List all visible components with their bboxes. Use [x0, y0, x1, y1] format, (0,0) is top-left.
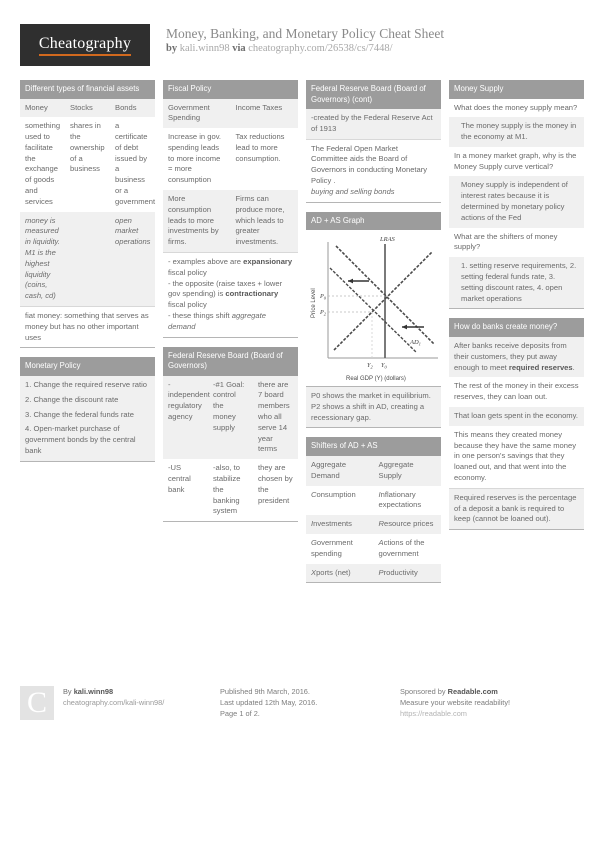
- page-footer: [20, 686, 580, 720]
- cell-money-def: something used to facilitate the exchange of goods and services: [25, 121, 61, 206]
- footer-author[interactable]: kali.winn98: [73, 687, 114, 696]
- table-row: [306, 534, 441, 564]
- note-3-italic: aggregate demand: [168, 311, 266, 331]
- block-title: Money Supply: [449, 80, 584, 99]
- fomc-italic: buying and selling bonds: [311, 186, 395, 196]
- block-title: Different types of financial assets: [20, 80, 155, 99]
- shifter-as-text: roductivity: [383, 567, 418, 577]
- via-label: via: [232, 43, 246, 54]
- block-monetary-policy: [20, 357, 155, 461]
- block-title: AD + AS Graph: [306, 212, 441, 231]
- table-row: [306, 515, 441, 534]
- cell-chosen-president: they are chosen by the president: [258, 463, 293, 505]
- shifter-ad-initial: G: [311, 537, 317, 547]
- p0-label: $P_0$: [320, 293, 326, 301]
- cell-gov-spending: Increase in gov. spending leads to more income = more consumption: [168, 132, 222, 185]
- table-row: [163, 128, 298, 190]
- deposits-post: .: [572, 362, 575, 372]
- table-header-row: [163, 99, 298, 129]
- cell-goal-control: -#1 Goal: control the money supply: [213, 379, 245, 432]
- sponsor-name[interactable]: Readable.com: [447, 687, 498, 696]
- footer-author-url[interactable]: cheatography.com/kali-winn98/: [63, 698, 165, 707]
- column-1: [20, 80, 155, 471]
- sheet-url[interactable]: cheatography.com/26538/cs/7448/: [248, 43, 393, 54]
- block-banks-create-money: [449, 318, 584, 530]
- table-row: [306, 486, 441, 516]
- shifter-as-text: esource prices: [383, 519, 434, 529]
- sponsor-line: [400, 686, 580, 697]
- cell-empty: [65, 212, 110, 306]
- answer: 1. setting reserve requirements, 2. setting federal funds rate, 3. setting discount rates, 4. open market operations: [449, 257, 584, 308]
- note-1-post: fiscal policy: [168, 267, 207, 277]
- block-ad-as-graph: [306, 212, 441, 429]
- question: What are the shifters of money supply?: [449, 228, 584, 258]
- cheatography-footer-logo: C: [20, 686, 54, 720]
- cell-stabilize-banking: -also, to stabilize the banking system: [213, 463, 241, 516]
- list-item: 2. Change the discount rate: [20, 395, 155, 410]
- fiscal-policy-notes: [163, 252, 298, 337]
- column-4: [449, 80, 584, 539]
- block-fed-reserve-board: [163, 347, 298, 523]
- column-2: [163, 80, 298, 531]
- sponsor-label: Sponsored by: [400, 687, 448, 696]
- columns-container: [20, 80, 580, 592]
- col-header-bonds: Bonds: [115, 102, 137, 112]
- by-label: by: [166, 43, 178, 54]
- author-name[interactable]: kali.winn98: [179, 43, 230, 54]
- shifter-ad-initial: C: [311, 489, 317, 499]
- cell-board-members: there are 7 board members who all serve 14 year terms: [258, 379, 290, 454]
- shifter-ad-text: ports (net): [316, 567, 351, 577]
- cell-stocks-def: shares in the ownership of a business: [70, 121, 105, 174]
- col-header-aggregate-demand: Aggregate Demand: [311, 459, 347, 480]
- shifter-ad-initial: I: [311, 519, 314, 529]
- note-2-bold: contractionary: [225, 289, 279, 299]
- block-financial-assets: [20, 80, 155, 348]
- lras-label: LRAS: [380, 236, 395, 244]
- x-axis-label: Real GDP (Y) (dollars): [346, 376, 406, 383]
- block-title: Fiscal Policy: [163, 80, 298, 99]
- row-fomc: [306, 139, 441, 202]
- shifter-as-initial: I: [378, 489, 381, 499]
- list-item: 4. Open-market purchase of government bonds by the central bank: [20, 424, 155, 460]
- note-1-bold: expansionary: [243, 257, 293, 267]
- ad-label: $AD_1$: [410, 339, 421, 347]
- question: In a money market graph, why is the Money Supply curve vertical?: [449, 147, 584, 177]
- cheatography-logo: [20, 24, 150, 66]
- table-row: [163, 459, 298, 521]
- required-reserves-bold: required reserves: [508, 362, 573, 372]
- row-excess-reserves: The rest of the money in their excess reserves, they can loan out.: [449, 377, 584, 407]
- shifter-as-initial: A: [378, 537, 384, 547]
- block-fiscal-policy: [163, 80, 298, 338]
- footer-by-line: [63, 686, 164, 697]
- ad-as-graph: [306, 230, 441, 387]
- updated-date: Last updated 12th May, 2016.: [220, 698, 318, 707]
- cell-omo-note: open market operations: [115, 215, 151, 247]
- cell-bonds-def: a certificate of debt issued by a business or a government: [115, 121, 156, 206]
- footer-author-block: [20, 686, 220, 720]
- block-title: How do banks create money?: [449, 318, 584, 337]
- table-header-row: [306, 456, 441, 486]
- table-row: [306, 564, 441, 583]
- col-header-money: Money: [25, 102, 48, 112]
- fomc-text: The Federal Open Market Committee aids the Board of Governors in conducting Monetary Policy .: [311, 143, 428, 185]
- p2-label: $P_2$: [320, 309, 326, 317]
- block-title: Monetary Policy: [20, 357, 155, 376]
- cell-liquidity-note: money is measured in liquidity. M1 is the highest liquidity (coins, cash, cd): [25, 215, 60, 301]
- table-row: [163, 190, 298, 252]
- question: What does the money supply mean?: [449, 99, 584, 118]
- shifter-ad-initial: X: [311, 567, 317, 577]
- deposits-pre: After banks receive deposits from their customers, they put away enough to meet: [454, 340, 567, 372]
- table-row: [20, 212, 155, 306]
- col-header-gov-spending: Government Spending: [168, 102, 210, 123]
- shifter-ad-text: overnment spending: [311, 537, 353, 558]
- cell-consumption-invest: More consumption leads to more investments by firms.: [168, 194, 219, 247]
- note-2-pre: - the opposite (raise taxes + lower gov spending) is: [168, 278, 283, 299]
- block-title: Federal Reserve Board (Board of Governors) (cont): [306, 80, 441, 109]
- list-item: 3. Change the federal funds rate: [20, 410, 155, 425]
- note-2-post: fiscal policy: [168, 300, 207, 310]
- logo-text: Cheatography: [39, 35, 131, 56]
- note-3-pre: - these things shift: [168, 311, 232, 321]
- ad-as-svg: [306, 232, 441, 384]
- cell-independent-agency: -independent regulatory agency: [168, 379, 210, 422]
- cell-income-taxes: Tax reductions lead to more consumption.: [235, 132, 285, 163]
- row-fiat-money: fiat money: something that serves as money but has no other important uses: [20, 306, 155, 347]
- shifter-as-text: nflationary expectations: [378, 489, 422, 510]
- y-axis-label: Price Level: [311, 288, 317, 319]
- block-fed-board-cont: [306, 80, 441, 203]
- published-date: Published 9th March, 2016.: [220, 687, 310, 696]
- cell-us-central-bank: -US central bank: [168, 463, 191, 494]
- sponsor-tagline: Measure your website readability!: [400, 698, 511, 707]
- footer-sponsor-block: [400, 686, 580, 720]
- row-created-money: This means they created money because they have the same money in one person's savings that they loaned out, and that went into the economy.: [449, 426, 584, 488]
- row-loan-spent: That loan gets spent in the economy.: [449, 407, 584, 426]
- answer: Money supply is independent of interest rates because it is determined by monetary policy actions of the Fed: [449, 176, 584, 227]
- title-block: [166, 24, 444, 54]
- block-title: Shifters of AD + AS: [306, 437, 441, 456]
- column-3: [306, 80, 441, 592]
- y2-label: $Y_2$: [367, 362, 373, 370]
- row-deposits: [449, 337, 584, 377]
- col-header-stocks: Stocks: [70, 102, 93, 112]
- graph-caption: P0 shows the market in equilibrium. P2 shows a shift in AD, creating a recessionary gap.: [306, 387, 441, 427]
- table-row: [20, 117, 155, 211]
- page-title: Money, Banking, and Monetary Policy Cheat Sheet: [166, 26, 445, 41]
- footer-dates-block: [220, 686, 400, 720]
- page-header: [20, 24, 580, 68]
- byline: [166, 43, 444, 54]
- cell-firms-produce: Firms can produce more, which leads to greater investments.: [235, 194, 285, 247]
- shifter-ad-text: nvestments: [313, 519, 352, 529]
- shifter-as-text: ctions of the government: [378, 537, 425, 558]
- col-header-income-taxes: Income Taxes: [235, 102, 283, 112]
- list-item: 1. Change the required reserve ratio: [20, 376, 155, 395]
- by-label: By: [63, 687, 74, 696]
- note-1-pre: - examples above are: [168, 257, 244, 267]
- y0-label: $Y_0$: [381, 362, 387, 370]
- shifter-as-initial: R: [378, 519, 384, 529]
- table-row: [163, 376, 298, 460]
- sponsor-url[interactable]: https://readable.com: [400, 709, 467, 718]
- row-created-1913: -created by the Federal Reserve Act of 1913: [306, 109, 441, 139]
- shifter-as-initial: P: [378, 567, 384, 577]
- answer: The money supply is the money in the economy at M1.: [449, 117, 584, 147]
- col-header-aggregate-supply: Aggregate Supply: [378, 459, 414, 480]
- block-title: Federal Reserve Board (Board of Governors): [163, 347, 298, 376]
- page-number: Page 1 of 2.: [220, 709, 260, 718]
- block-money-supply: [449, 80, 584, 309]
- shifter-ad-text: onsumption: [316, 489, 356, 499]
- block-shifters: [306, 437, 441, 583]
- row-required-reserves-def: Required reserves is the percentage of a deposit a bank is required to keep (cannot be loaned out).: [449, 488, 584, 529]
- table-header-row: [20, 99, 155, 118]
